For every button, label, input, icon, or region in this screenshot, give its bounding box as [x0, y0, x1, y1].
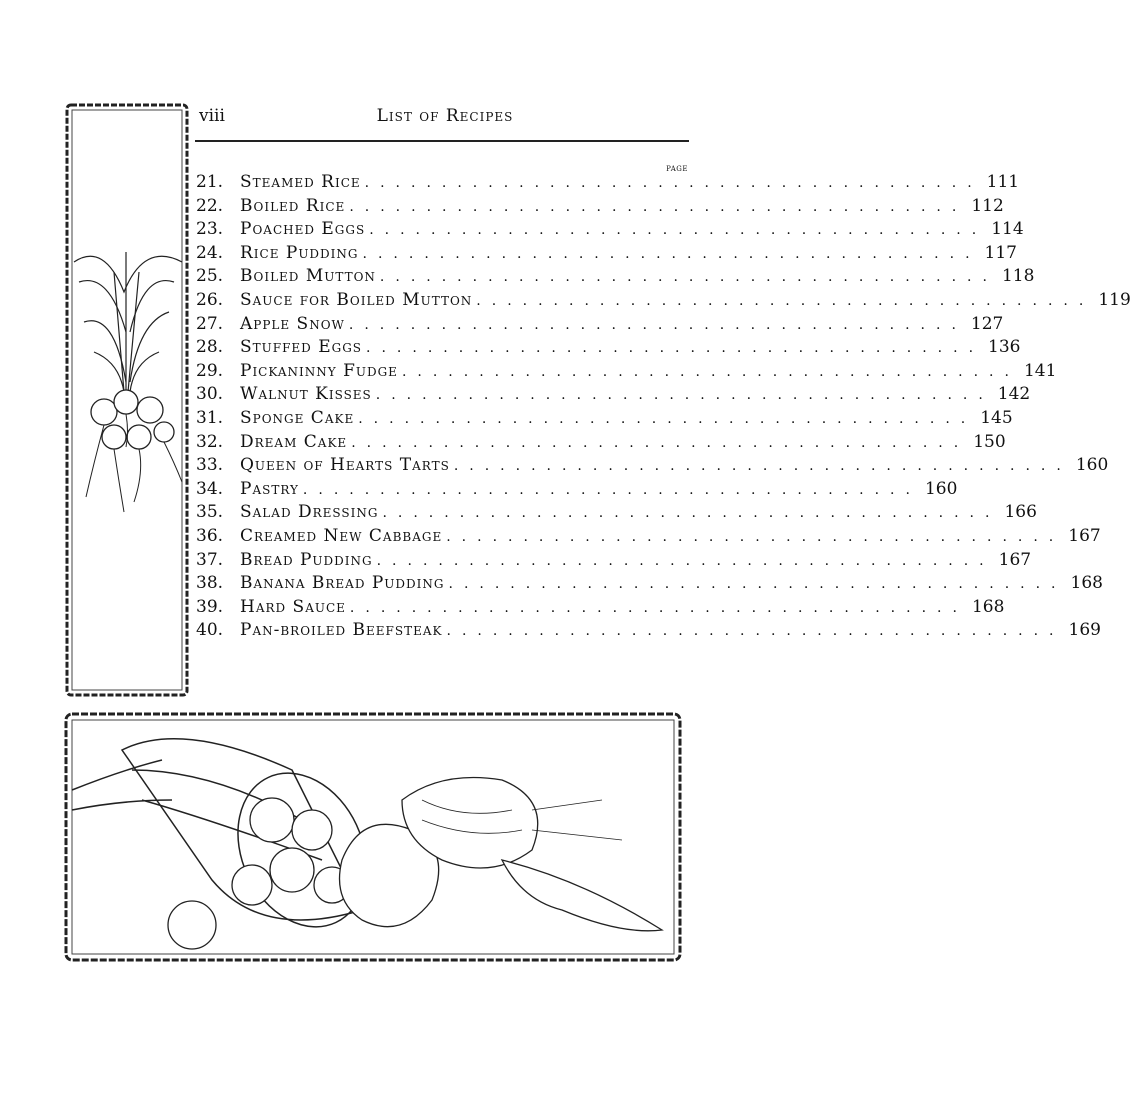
recipe-row — [196, 620, 1101, 644]
page-column-label: PAGE — [666, 165, 688, 173]
recipe-row — [196, 195, 1004, 220]
recipe-name: Boiled Mutton — [240, 266, 376, 287]
dot-leader: ........................................ — [351, 434, 970, 451]
recipe-number: 35. — [196, 502, 224, 523]
recipe-page: 160 — [1075, 455, 1109, 476]
recipe-page: 117 — [984, 242, 1017, 263]
recipe-name: Bread Pudding — [240, 549, 373, 570]
recipe-row — [196, 337, 1021, 361]
recipe-name: Rice Pudding — [240, 242, 359, 263]
dot-leader: ........................................ — [364, 175, 983, 191]
dot-leader: ........................................ — [366, 340, 985, 357]
dot-leader: ........................................ — [448, 576, 1067, 593]
recipe-number: 39. — [196, 596, 224, 617]
dot-leader: ........................................ — [358, 410, 977, 427]
recipe-page: 168 — [971, 596, 1005, 617]
dot-leader: ........................................ — [382, 505, 1001, 522]
dot-leader: ........................................ — [379, 269, 998, 286]
page-number: viii — [199, 106, 225, 126]
recipe-row — [196, 219, 1024, 243]
recipe-page: 160 — [924, 478, 958, 499]
recipe-name: Walnut Kisses — [240, 384, 372, 405]
dot-leader: ........................................ — [362, 245, 981, 262]
recipe-name: Creamed New Cabbage — [240, 525, 443, 546]
recipe-row — [196, 407, 1013, 432]
recipe-name: Pickaninny Fudge — [240, 360, 398, 381]
recipe-number: 21. — [196, 172, 224, 192]
recipe-name: Steamed Rice — [240, 172, 361, 192]
recipe-row — [196, 596, 1005, 621]
recipe-name: Pan-broiled Beefsteak — [240, 620, 443, 641]
recipe-page: 142 — [997, 384, 1031, 405]
recipe-list — [196, 172, 1131, 644]
recipe-page: 119 — [1098, 289, 1131, 310]
recipe-page: 141 — [1023, 360, 1057, 381]
recipe-row — [196, 455, 1109, 479]
recipe-page: 127 — [970, 313, 1004, 334]
dot-leader: ........................................ — [446, 623, 1065, 640]
recipe-row — [196, 242, 1017, 267]
recipe-number: 29. — [196, 360, 224, 381]
recipe-row — [196, 266, 1035, 290]
recipe-row — [196, 289, 1131, 314]
recipe-name: Sponge Cake — [240, 407, 355, 428]
page-title: List of Recipes — [376, 106, 514, 126]
recipe-number: 22. — [196, 195, 224, 216]
recipe-name: Queen of Hearts Tarts — [240, 455, 450, 476]
dot-leader: ........................................ — [453, 458, 1072, 475]
recipe-number: 32. — [196, 431, 224, 452]
recipe-name: Boiled Rice — [240, 195, 346, 216]
recipe-page: 167 — [1068, 525, 1101, 546]
recipe-number: 28. — [196, 337, 224, 358]
dot-leader: ........................................ — [349, 198, 968, 215]
recipe-name: Banana Bread Pudding — [240, 573, 445, 594]
recipe-page: 145 — [980, 407, 1013, 428]
recipe-number: 26. — [196, 289, 224, 310]
recipe-number: 37. — [196, 549, 224, 570]
recipe-number: 27. — [196, 313, 224, 334]
header-rule — [195, 140, 689, 142]
recipe-name: Stuffed Eggs — [240, 337, 363, 358]
recipe-row — [196, 313, 1004, 338]
recipe-row — [196, 172, 1020, 196]
dot-leader: ........................................ — [376, 552, 995, 569]
vegetable-basket-illustration — [62, 710, 684, 966]
dot-leader: ........................................ — [375, 387, 994, 404]
recipe-page: 114 — [991, 219, 1024, 240]
recipe-page: 168 — [1070, 573, 1103, 594]
radish-illustration — [64, 102, 192, 700]
dot-leader: ........................................ — [349, 599, 968, 616]
recipe-page: 167 — [998, 549, 1032, 570]
recipe-number: 24. — [196, 242, 224, 263]
recipe-page: 118 — [1001, 266, 1035, 287]
recipe-name: Hard Sauce — [240, 596, 346, 617]
recipe-page: 111 — [986, 172, 1020, 192]
dot-leader: ........................................ — [369, 222, 988, 239]
recipe-row — [196, 573, 1103, 597]
recipe-page: 112 — [971, 195, 1004, 216]
recipe-number: 40. — [196, 620, 224, 641]
recipe-row — [196, 431, 1006, 456]
dot-leader: ........................................ — [446, 528, 1065, 545]
recipe-name: Dream Cake — [240, 431, 348, 452]
recipe-page: 169 — [1068, 620, 1101, 641]
dot-leader: ........................................ — [476, 292, 1095, 309]
recipe-row — [196, 360, 1057, 385]
recipe-number: 31. — [196, 407, 224, 428]
recipe-page: 136 — [988, 337, 1021, 358]
recipe-row — [196, 478, 958, 503]
recipe-number: 25. — [196, 266, 224, 287]
recipe-row — [196, 384, 1031, 408]
recipe-number: 33. — [196, 455, 224, 476]
recipe-row — [196, 549, 1032, 574]
recipe-name: Sauce for Boiled Mutton — [240, 289, 473, 310]
recipe-number: 34. — [196, 478, 224, 499]
recipe-number: 23. — [196, 219, 224, 240]
recipe-number: 36. — [196, 525, 224, 546]
recipe-name: Pastry — [240, 478, 299, 499]
recipe-number: 30. — [196, 384, 224, 405]
dot-leader: ........................................ — [348, 316, 967, 333]
recipe-page: 150 — [973, 431, 1006, 452]
recipe-name: Apple Snow — [240, 313, 345, 334]
recipe-name: Poached Eggs — [240, 219, 366, 240]
recipe-name: Salad Dressing — [240, 502, 379, 523]
recipe-number: 38. — [196, 573, 224, 594]
recipe-page: 166 — [1004, 502, 1037, 523]
dot-leader: ........................................ — [302, 481, 921, 498]
recipe-row — [196, 502, 1037, 526]
recipe-row — [196, 525, 1101, 550]
dot-leader: ........................................ — [401, 363, 1020, 380]
